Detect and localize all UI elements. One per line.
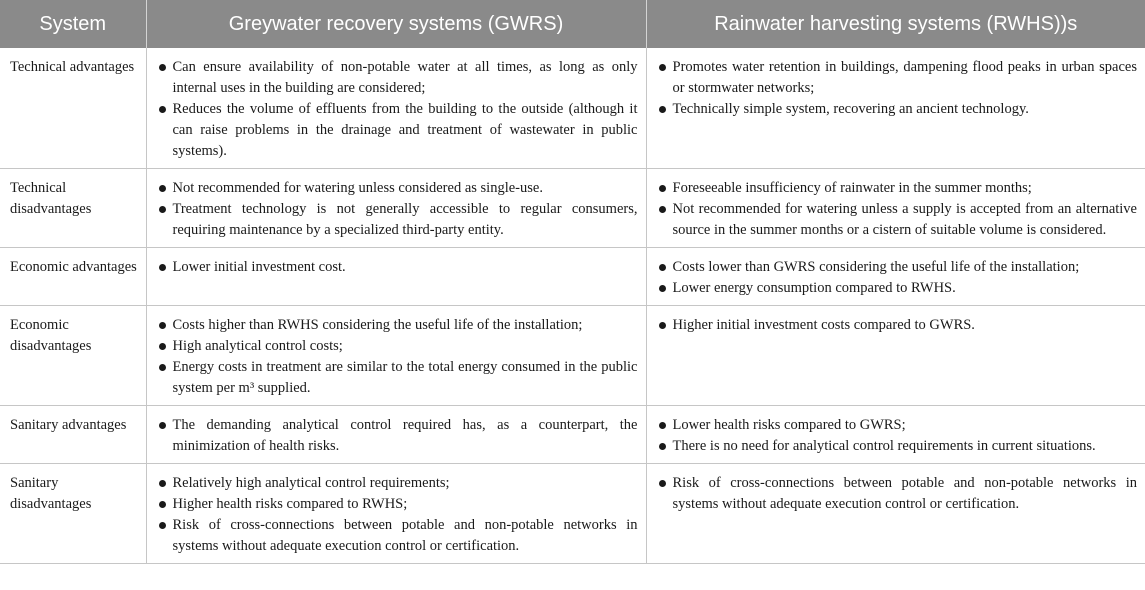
bullet-item: Promotes water retention in buildings, dampening flood peaks in urban spaces or stormwater networks; [657,57,1138,99]
bullet-item: Risk of cross-connections between potable and non-potable networks in systems without adequate execution control or certification. [657,473,1138,515]
gwrs-cell [146,248,646,306]
row-label: Economic advantages [0,248,146,306]
row-label: Economic disadvantages [0,306,146,406]
bullet-item: Foreseeable insufficiency of rainwater in the summer months; [657,178,1138,199]
gwrs-bullet-list [157,57,638,162]
gwrs-bullet-list [157,178,638,241]
gwrs-bullet-list [157,473,638,557]
bullet-item: Lower initial investment cost. [157,257,638,278]
gwrs-cell [146,169,646,248]
bullet-item: Higher health risks compared to RWHS; [157,494,638,515]
header-gwrs: Greywater recovery systems (GWRS) [146,0,646,48]
table-header [0,0,1145,48]
table-row [0,464,1145,564]
rwhs-bullet-list [657,57,1138,120]
bullet-item: Not recommended for watering unless considered as single-use. [157,178,638,199]
bullet-item: Energy costs in treatment are similar to the total energy consumed in the public system per m³ supplied. [157,357,638,399]
table-body [0,48,1145,564]
rwhs-cell [646,306,1145,406]
rwhs-bullet-list [657,315,1138,336]
rwhs-cell [646,406,1145,464]
header-rwhs: Rainwater harvesting systems (RWHS))s [646,0,1145,48]
gwrs-cell [146,48,646,169]
header-row [0,0,1145,48]
rwhs-cell [646,248,1145,306]
table-row [0,48,1145,169]
rwhs-bullet-list [657,473,1138,515]
row-label: Sanitary advantages [0,406,146,464]
gwrs-cell [146,306,646,406]
table-row [0,248,1145,306]
bullet-item: Costs higher than RWHS considering the useful life of the installation; [157,315,638,336]
gwrs-bullet-list [157,315,638,399]
gwrs-cell [146,464,646,564]
gwrs-bullet-list [157,415,638,457]
table-row [0,306,1145,406]
bullet-item: Risk of cross-connections between potable and non-potable networks in systems without adequate execution control or certification. [157,515,638,557]
bullet-item: Costs lower than GWRS considering the useful life of the installation; [657,257,1138,278]
rwhs-bullet-list [657,415,1138,457]
rwhs-cell [646,48,1145,169]
bullet-item: Lower energy consumption compared to RWHS. [657,278,1138,299]
bullet-item: The demanding analytical control required has, as a counterpart, the minimization of health risks. [157,415,638,457]
bullet-item: Technically simple system, recovering an ancient technology. [657,99,1138,120]
gwrs-cell [146,406,646,464]
table-row [0,169,1145,248]
bullet-item: Relatively high analytical control requirements; [157,473,638,494]
row-label: Technical disadvantages [0,169,146,248]
rwhs-bullet-list [657,178,1138,241]
row-label: Technical advantages [0,48,146,169]
bullet-item: There is no need for analytical control requirements in current situations. [657,436,1138,457]
bullet-item: Treatment technology is not generally accessible to regular consumers, requiring maintenance by a specialized third-party entity. [157,199,638,241]
row-label: Sanitary disadvantages [0,464,146,564]
header-system: System [0,0,146,48]
bullet-item: High analytical control costs; [157,336,638,357]
table-row [0,406,1145,464]
rwhs-cell [646,169,1145,248]
bullet-item: Reduces the volume of effluents from the building to the outside (although it can raise problems in the drainage and treatment of wastewater in public systems). [157,99,638,162]
rwhs-bullet-list [657,257,1138,299]
gwrs-bullet-list [157,257,638,278]
rwhs-cell [646,464,1145,564]
bullet-item: Lower health risks compared to GWRS; [657,415,1138,436]
bullet-item: Higher initial investment costs compared to GWRS. [657,315,1138,336]
bullet-item: Can ensure availability of non-potable water at all times, as long as only internal uses in the building are considered; [157,57,638,99]
bullet-item: Not recommended for watering unless a supply is accepted from an alternative source in the summer months or a cistern of suitable volume is considered. [657,199,1138,241]
